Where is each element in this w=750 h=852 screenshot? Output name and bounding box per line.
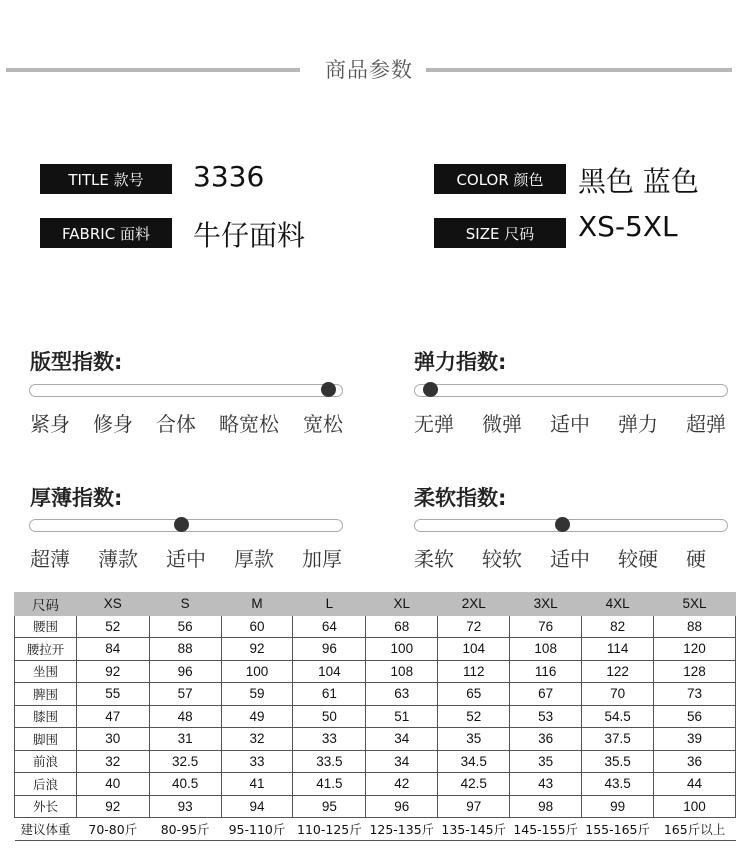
measurement-value: 88 [149, 638, 221, 661]
measurement-value: 67 [510, 683, 582, 706]
softness-label: 硬 [686, 547, 706, 571]
title-tag: TITLE 款号 [40, 164, 172, 194]
measurement-value: 54.5 [582, 705, 654, 728]
measurement-value: 65 [438, 683, 510, 706]
measurement-value: 84 [76, 638, 149, 661]
measurement-value: 44 [654, 773, 736, 796]
measurement-value: 116 [510, 660, 582, 683]
table-header-size: 2XL [438, 593, 510, 616]
fit-index-title: 版型指数: [30, 350, 123, 374]
stretch-label: 适中 [550, 412, 590, 436]
measurement-name: 膝围 [15, 705, 77, 728]
measurement-value: 99 [582, 795, 654, 818]
measurement-name: 坐围 [15, 660, 77, 683]
table-header-size: 3XL [510, 593, 582, 616]
table-header-size: S [149, 593, 221, 616]
measurement-value: 120 [654, 638, 736, 661]
color-tag: COLOR 颜色 [434, 164, 566, 194]
measurement-name: 腰拉开 [15, 638, 77, 661]
measurement-name: 脚围 [15, 728, 77, 751]
measurement-value: 100 [366, 638, 438, 661]
measurement-value: 112 [438, 660, 510, 683]
measurement-value: 52 [76, 615, 149, 638]
measurement-value: 52 [438, 705, 510, 728]
stretch-label: 微弹 [482, 412, 522, 436]
measurement-value: 94 [221, 795, 293, 818]
measurement-value: 33.5 [293, 750, 366, 773]
weight-range: 70-80斤 [76, 818, 149, 841]
measurement-value: 100 [221, 660, 293, 683]
table-row [15, 638, 736, 661]
size-tag: SIZE 尺码 [434, 218, 566, 248]
measurement-value: 108 [366, 660, 438, 683]
measurement-value: 32.5 [149, 750, 221, 773]
measurement-value: 48 [149, 705, 221, 728]
table-row [15, 615, 736, 638]
measurement-value: 61 [293, 683, 366, 706]
table-row [15, 795, 736, 818]
fabric-tag: FABRIC 面料 [40, 218, 172, 248]
table-header-size: L [293, 593, 366, 616]
measurement-value: 96 [293, 638, 366, 661]
measurement-value: 128 [654, 660, 736, 683]
measurement-value: 92 [221, 638, 293, 661]
weight-range: 110-125斤 [293, 818, 366, 841]
measurement-value: 35.5 [582, 750, 654, 773]
measurement-value: 96 [366, 795, 438, 818]
table-row [15, 683, 736, 706]
measurement-value: 33 [221, 750, 293, 773]
weight-range: 145-155斤 [510, 818, 582, 841]
measurement-value: 42 [366, 773, 438, 796]
measurement-value: 114 [582, 638, 654, 661]
softness-index-track [414, 519, 728, 532]
measurement-value: 50 [293, 705, 366, 728]
weight-range: 135-145斤 [438, 818, 510, 841]
measurement-value: 34 [366, 750, 438, 773]
weight-range: 95-110斤 [221, 818, 293, 841]
table-header-size: 4XL [582, 593, 654, 616]
measurement-value: 98 [510, 795, 582, 818]
measurement-value: 41.5 [293, 773, 366, 796]
fabric-value: 牛仔面料 [193, 219, 306, 252]
thickness-label: 适中 [166, 547, 206, 571]
weight-label: 建议体重 [15, 818, 77, 841]
softness-label: 较软 [482, 547, 522, 571]
measurement-value: 104 [438, 638, 510, 661]
measurement-value: 47 [76, 705, 149, 728]
thickness-index-knob [174, 517, 189, 532]
measurement-value: 60 [221, 615, 293, 638]
measurement-value: 31 [149, 728, 221, 751]
table-row [15, 773, 736, 796]
fit-label: 修身 [93, 412, 133, 436]
thickness-label: 加厚 [302, 547, 342, 571]
weight-range: 155-165斤 [582, 818, 654, 841]
thickness-label: 薄款 [98, 547, 138, 571]
measurement-value: 34 [366, 728, 438, 751]
measurement-value: 43 [510, 773, 582, 796]
measurement-value: 63 [366, 683, 438, 706]
measurement-value: 51 [366, 705, 438, 728]
weight-range: 80-95斤 [149, 818, 221, 841]
measurement-name: 外长 [15, 795, 77, 818]
table-header-size: XS [76, 593, 149, 616]
measurement-value: 100 [654, 795, 736, 818]
header-divider-left [6, 68, 300, 72]
measurement-value: 92 [76, 660, 149, 683]
table-header-size: M [221, 593, 293, 616]
measurement-value: 57 [149, 683, 221, 706]
measurement-value: 53 [510, 705, 582, 728]
measurement-value: 55 [76, 683, 149, 706]
measurement-name: 前浪 [15, 750, 77, 773]
measurement-value: 40.5 [149, 773, 221, 796]
table-row [15, 660, 736, 683]
thickness-label: 超薄 [30, 547, 70, 571]
stretch-label: 弹力 [618, 412, 658, 436]
fit-index-track [29, 384, 343, 397]
measurement-value: 56 [654, 705, 736, 728]
measurement-value: 33 [293, 728, 366, 751]
measurement-value: 88 [654, 615, 736, 638]
size-value: XS-5XL [578, 210, 678, 243]
table-row [15, 728, 736, 751]
softness-label: 适中 [550, 547, 590, 571]
measurement-value: 72 [438, 615, 510, 638]
measurement-name: 后浪 [15, 773, 77, 796]
measurement-value: 96 [149, 660, 221, 683]
stretch-label: 无弹 [414, 412, 454, 436]
fit-label: 宽松 [303, 412, 343, 436]
softness-index-knob [555, 517, 570, 532]
measurement-value: 59 [221, 683, 293, 706]
measurement-value: 34.5 [438, 750, 510, 773]
thickness-index-title: 厚薄指数: [30, 486, 123, 510]
measurement-value: 32 [221, 728, 293, 751]
measurement-value: 82 [582, 615, 654, 638]
measurement-name: 脾围 [15, 683, 77, 706]
measurement-value: 36 [654, 750, 736, 773]
stretch-index-title: 弹力指数: [414, 350, 507, 374]
table-header-size: 5XL [654, 593, 736, 616]
measurement-value: 68 [366, 615, 438, 638]
fit-label: 略宽松 [219, 412, 279, 436]
measurement-value: 104 [293, 660, 366, 683]
table-row [15, 750, 736, 773]
measurement-value: 56 [149, 615, 221, 638]
softness-label: 较硬 [618, 547, 658, 571]
measurement-value: 36 [510, 728, 582, 751]
weight-range: 125-135斤 [366, 818, 438, 841]
measurement-value: 39 [654, 728, 736, 751]
measurement-value: 42.5 [438, 773, 510, 796]
thickness-label: 厚款 [234, 547, 274, 571]
measurement-value: 35 [438, 728, 510, 751]
measurement-value: 97 [438, 795, 510, 818]
section-title: 商品参数 [325, 58, 413, 82]
size-table [14, 592, 736, 841]
stretch-index-knob [423, 382, 438, 397]
fit-label: 紧身 [30, 412, 70, 436]
stretch-label: 超弹 [686, 412, 726, 436]
measurement-value: 37.5 [582, 728, 654, 751]
weight-row [15, 818, 736, 841]
table-row [15, 705, 736, 728]
fit-label: 合体 [156, 412, 196, 436]
measurement-value: 95 [293, 795, 366, 818]
stretch-index-track [414, 384, 728, 397]
softness-label: 柔软 [414, 547, 454, 571]
measurement-value: 30 [76, 728, 149, 751]
measurement-value: 32 [76, 750, 149, 773]
measurement-name: 腰围 [15, 615, 77, 638]
header-divider-right [426, 68, 732, 72]
table-header-row [15, 593, 736, 616]
fit-index-knob [321, 382, 336, 397]
measurement-value: 43.5 [582, 773, 654, 796]
measurement-value: 64 [293, 615, 366, 638]
measurement-value: 40 [76, 773, 149, 796]
measurement-value: 35 [510, 750, 582, 773]
measurement-value: 92 [76, 795, 149, 818]
color-value: 黑色 蓝色 [578, 165, 699, 198]
measurement-value: 73 [654, 683, 736, 706]
measurement-value: 49 [221, 705, 293, 728]
measurement-value: 76 [510, 615, 582, 638]
measurement-value: 70 [582, 683, 654, 706]
weight-range: 165斤以上 [654, 818, 736, 841]
table-header-label: 尺码 [15, 593, 77, 616]
measurement-value: 122 [582, 660, 654, 683]
softness-index-title: 柔软指数: [414, 486, 507, 510]
title-value: 3336 [193, 160, 265, 193]
measurement-value: 108 [510, 638, 582, 661]
measurement-value: 41 [221, 773, 293, 796]
table-header-size: XL [366, 593, 438, 616]
measurement-value: 93 [149, 795, 221, 818]
